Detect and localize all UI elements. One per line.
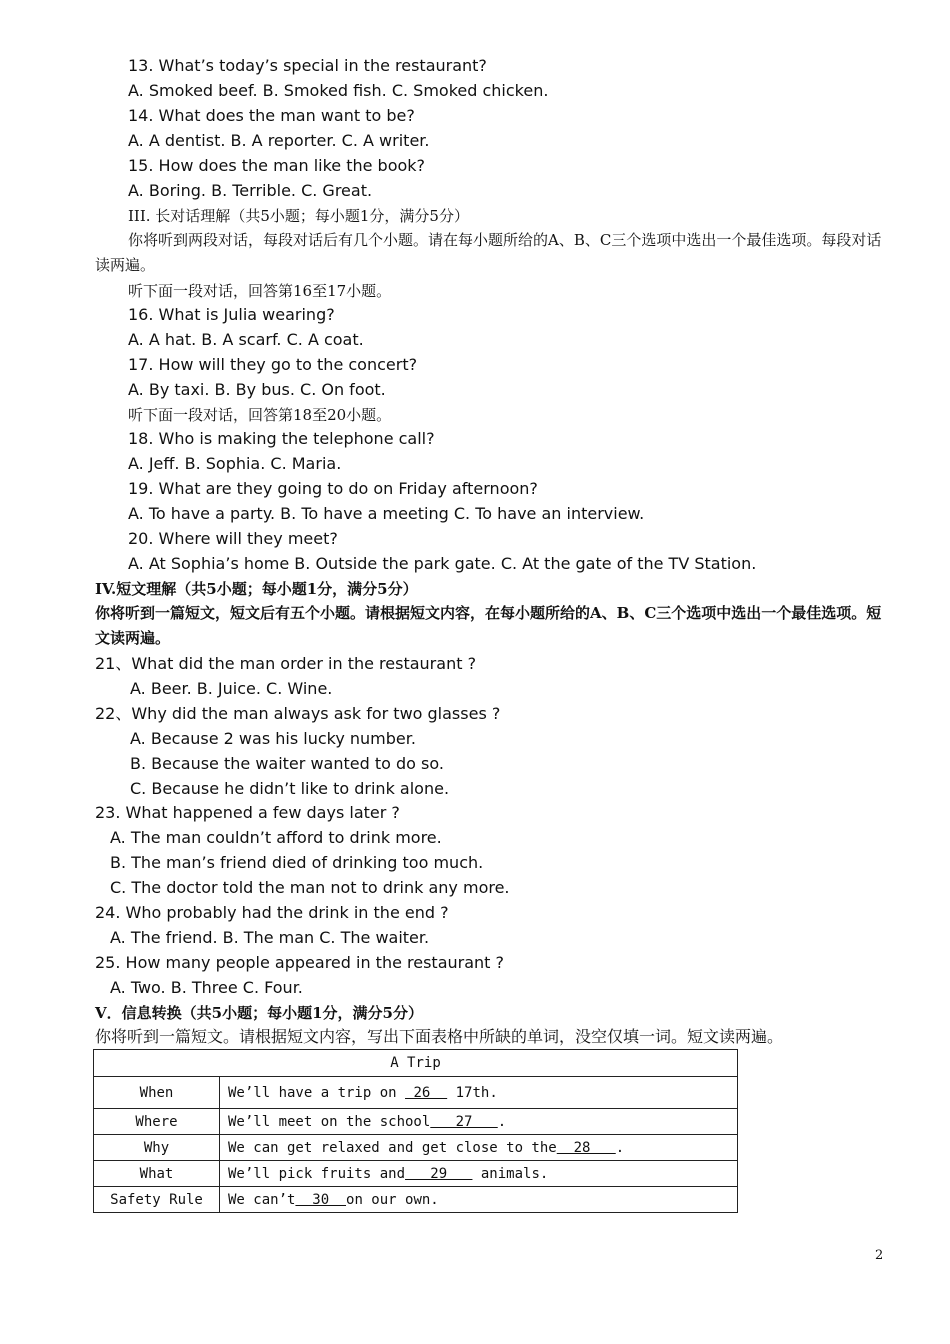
options-14: A. A dentist. B. A reporter. C. A writer.	[128, 131, 430, 150]
question-23: 23. What happened a few days later ?	[95, 803, 400, 822]
dialogue-1-intro: 听下面一段对话，回答第16至17小题。	[128, 282, 392, 300]
options-13: A. Smoked beef. B. Smoked fish. C. Smoked chicken.	[128, 81, 549, 100]
blank-27: 27	[430, 1113, 498, 1130]
question-24: 24. Who probably had the drink in the end ?	[95, 903, 449, 922]
row-text-post: .	[497, 1113, 507, 1130]
row-text-post: .	[615, 1139, 625, 1156]
option-23a: A. The man couldn’t afford to drink more.	[110, 828, 442, 847]
row-label: Safety Rule	[94, 1187, 220, 1212]
section-4-instructions: 你将听到一篇短文，短文后有五个小题。请根据短文内容，在每小题所给的A、B、C三个选项中选出一个最佳选项。短文读两遍。	[95, 604, 882, 647]
table-row	[94, 1134, 737, 1160]
row-label: What	[94, 1161, 220, 1186]
row-text-post: animals.	[472, 1165, 549, 1182]
option-22b: B. Because the waiter wanted to do so.	[130, 754, 444, 773]
row-content	[220, 1187, 737, 1212]
page-number: 2	[875, 1248, 884, 1263]
row-content	[220, 1077, 737, 1108]
dialogue-2-intro: 听下面一段对话，回答第18至20小题。	[128, 406, 392, 424]
table-title: A Trip	[390, 1055, 441, 1071]
option-23b: B. The man’s friend died of drinking too much.	[110, 853, 484, 872]
table-row	[94, 1108, 737, 1134]
question-17: 17. How will they go to the concert?	[128, 355, 418, 374]
row-text-pre: We’ll pick fruits and	[228, 1165, 406, 1182]
question-13: 13. What’s today’s special in the restaurant?	[128, 56, 487, 75]
question-20: 20. Where will they meet?	[128, 529, 338, 548]
options-19: A. To have a party. B. To have a meeting C. To have an interview.	[128, 504, 645, 523]
row-label: When	[94, 1077, 220, 1108]
question-21: 21、What did the man order in the restaurant ?	[95, 654, 477, 673]
row-content	[220, 1161, 737, 1186]
table-title-row	[94, 1050, 737, 1076]
option-22a: A. Because 2 was his lucky number.	[130, 729, 416, 748]
row-label: Why	[94, 1135, 220, 1160]
row-text-pre: We can get relaxed and get close to the	[228, 1139, 557, 1156]
row-text-pre: We can’t	[228, 1191, 296, 1208]
blank-29: 29	[405, 1165, 473, 1182]
options-20: A. At Sophia’s home B. Outside the park gate. C. At the gate of the TV Station.	[128, 554, 757, 573]
row-label: Where	[94, 1109, 220, 1134]
options-17: A. By taxi. B. By bus. C. On foot.	[128, 380, 386, 399]
options-25: A. Two. B. Three C. Four.	[110, 978, 303, 997]
row-content	[220, 1135, 737, 1160]
section-5-heading: V．信息转换（共5小题；每小题1分，满分5分）	[95, 1004, 423, 1022]
option-22c: C. Because he didn’t like to drink alone.	[130, 779, 450, 798]
option-23c: C. The doctor told the man not to drink any more.	[110, 878, 510, 897]
row-text-post: 17th.	[447, 1084, 498, 1101]
options-18: A. Jeff. B. Sophia. C. Maria.	[128, 454, 342, 473]
table-row	[94, 1160, 737, 1186]
table-row	[94, 1076, 737, 1108]
table-row	[94, 1186, 737, 1212]
options-16: A. A hat. B. A scarf. C. A coat.	[128, 330, 364, 349]
blank-28: 28	[556, 1139, 616, 1156]
row-text-pre: We’ll meet on the school	[228, 1113, 431, 1130]
options-15: A. Boring. B. Terrible. C. Great.	[128, 181, 373, 200]
question-22: 22、Why did the man always ask for two glasses ?	[95, 704, 501, 723]
row-content	[220, 1109, 737, 1134]
question-18: 18. Who is making the telephone call?	[128, 429, 435, 448]
row-text-post: on our own.	[346, 1191, 439, 1208]
section-3-instructions: 你将听到两段对话，每段对话后有几个小题。请在每小题所给的A、B、C三个选项中选出一个最佳选项。每段对话读两遍。	[95, 231, 882, 274]
options-21: A. Beer. B. Juice. C. Wine.	[130, 679, 333, 698]
section-5-instructions: 你将听到一篇短文。请根据短文内容，写出下面表格中所缺的单词，没空仅填一词。短文读两遍。	[95, 1027, 784, 1046]
trip-table	[93, 1049, 738, 1213]
question-25: 25. How many people appeared in the restaurant ?	[95, 953, 505, 972]
question-16: 16. What is Julia wearing?	[128, 305, 335, 324]
row-text-pre: We’ll have a trip on	[228, 1084, 406, 1101]
blank-30: 30	[295, 1191, 347, 1208]
blank-26: 26	[405, 1084, 448, 1101]
section-3-heading: III. 长对话理解（共5小题；每小题1分，满分5分）	[128, 207, 469, 225]
question-19: 19. What are they going to do on Friday afternoon?	[128, 479, 538, 498]
question-14: 14. What does the man want to be?	[128, 106, 415, 125]
options-24: A. The friend. B. The man C. The waiter.	[110, 928, 430, 947]
question-15: 15. How does the man like the book?	[128, 156, 426, 175]
section-4-heading: IV.短文理解（共5小题；每小题1分，满分5分）	[95, 580, 418, 598]
